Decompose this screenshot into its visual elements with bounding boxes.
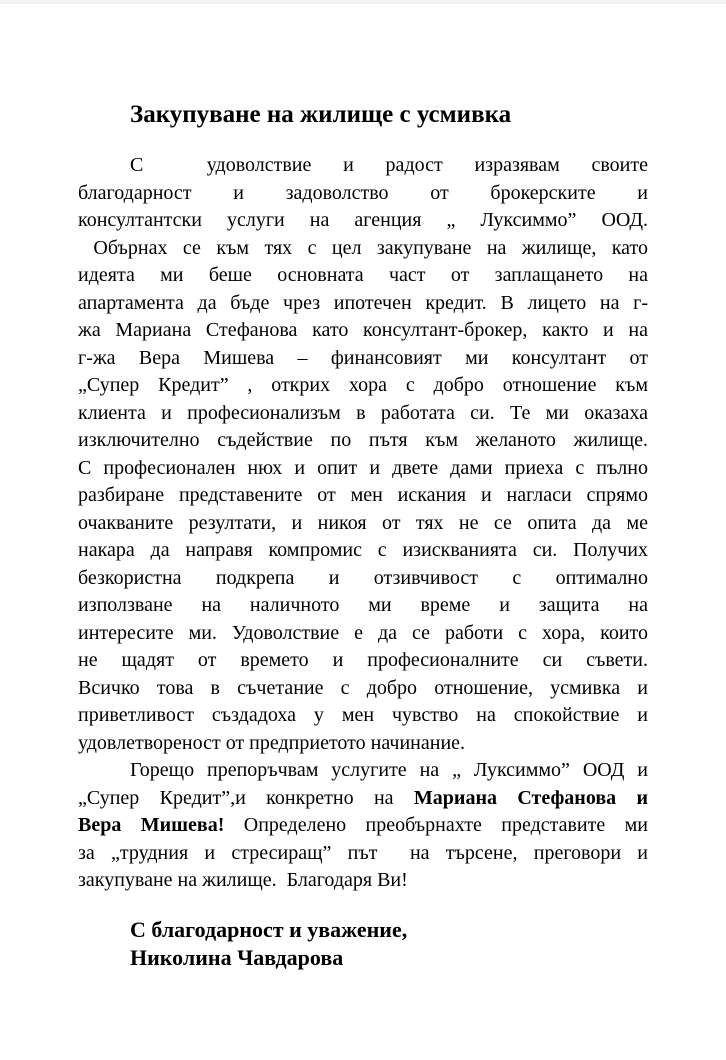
paragraph-line [78,812,648,840]
paragraph-line: идеята ми беше основната част от заплащането на [78,264,648,286]
paragraph-line: очакваните резултати, и никоя от тях не се опита да ме [78,511,648,534]
paragraph-line: Всичко това в съчетание с добро отношение, усмивка и [78,676,648,699]
paragraph-line: апартамента да бъде чрез ипотечен кредит. В лицето на г- [78,291,648,314]
bold-name-text: Вера Мишева! [78,814,225,836]
paragraph-line: С удоволствие и радост изразявам своите [130,154,648,176]
paragraph-line: интересите ми. Удоволствие е да се работи с хора, които [78,621,648,644]
paragraph-line: накара да направя компромис с изискванията си. Получих [78,539,648,561]
bold-name-text: Мариана Стефанова и [413,786,648,809]
paragraph-2 [78,757,648,895]
paragraph-1 [78,152,648,757]
paragraph-line: безкористна подкрепа и отзивчивост с оптимално [78,566,648,589]
paragraph-line: приветливост създадоха у мен чувство на спокойствие и [78,704,648,726]
paragraph-line: клиента и професионализъм в работата си. Те ми оказаха [78,401,648,424]
paragraph-line: не щадят от времето и професионалните си съвети. [78,649,648,671]
paragraph-line: закупуване на жилище. Благодаря Ви! [78,869,408,891]
paragraph-line: С професионален нюх и опит и двете дами приеха с пълно [78,456,648,479]
paragraph-line: консултантски услуги на агенция „ Луксиммо” ООД. [78,209,648,231]
closing-salutation: С благодарност и уважение, [130,916,408,942]
paragraph-line: разбиране представените от мен искания и нагласи спрямо [78,484,648,506]
paragraph-line: „Супер Кредит” , открих хора с добро отношение към [78,374,648,396]
scan-edge-strip [0,0,726,4]
paragraph-line [78,785,648,813]
paragraph-line: изключително съдействие по пътя към желаното жилище. [78,429,648,451]
signature-block [78,916,648,972]
paragraph-text: „Супер Кредит”,и конкретно на [78,786,414,809]
signature-name: Николина Чавдарова [130,944,344,970]
paragraph-text: Определено преобърнахте представите ми [224,814,649,836]
paragraph-line: жа Мариана Стефанова като консултант-брокер, както и на [78,319,648,341]
paragraph-line: благодарност и задоволство от брокерските и [78,181,648,204]
paragraph-line: използване на наличното ми време и защита на [78,594,648,616]
paragraph-line: за „трудния и стресиращ” път на търсене, преговори и [78,841,648,864]
paragraph-line: г-жа Вера Мишева – финансовият ми консултант от [78,346,648,369]
paragraph-line: Обърнах се към тях с цел закупуване на жилище, като [78,236,648,259]
document-title: Закупуване на жилище с усмивка [130,101,512,128]
paragraph-line: Горещо препоръчвам услугите на „ Луксиммо” ООД и [130,759,648,781]
paragraph-line: удовлетвореност от предприетото начинание. [78,731,466,754]
document-page [78,100,648,972]
